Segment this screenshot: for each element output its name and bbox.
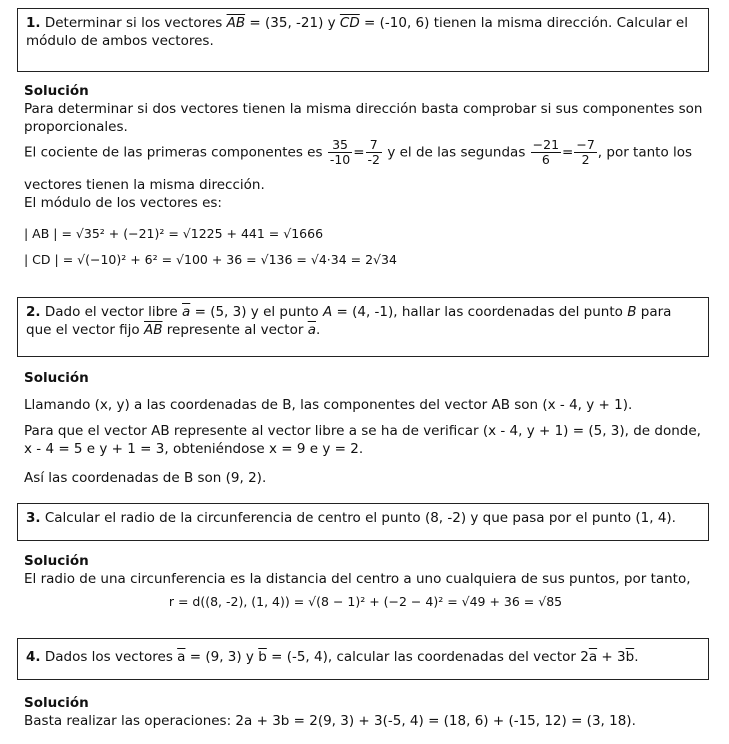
denominator: 2: [581, 151, 590, 167]
fraction: [328, 138, 352, 167]
problem-number: 4.: [26, 649, 41, 665]
solution-text: Basta realizar las operaciones: 2a + 3b = 2(9, 3) + 3(-5, 4) = (18, 6) + (-15, 12) = (3, 18).: [24, 713, 636, 729]
numerator: 35: [328, 138, 352, 153]
text: = (9, 3) y: [189, 649, 254, 665]
text: , por tanto los: [597, 144, 693, 161]
text: = (35, -21) y: [249, 15, 336, 31]
denominator: -10: [329, 151, 351, 167]
numerator: −21: [532, 137, 560, 152]
text: = (-5, 4), calcular las coordenadas del vector 2: [271, 649, 589, 665]
denominator: -2: [367, 151, 381, 167]
problem-4-box: 4. Dados los vectores $\overline{a} = (9$, 3) y $\overline{b} = (-5$, 4), calcular las coordenadas del vector $2\overline{a} + 3\overline{b}$.: [17, 638, 709, 680]
solution-text: Llamando (x, y) a las coordenadas de B, las componentes del vector AB son (x - 4, y + 1).: [24, 397, 633, 413]
text: El cociente de las primeras componentes es: [24, 144, 323, 161]
text: + 3: [601, 649, 626, 665]
problem-number: 3.: [26, 510, 41, 526]
problem-2-box: 2. Dado el vector libre $\overline{a} = (5$, 3) y el punto A = (4, -1), hallar las coordenadas del punto B para que el vector fijo $\overline{AB}$ represente al vector $\overline{a}$.: [17, 297, 709, 357]
text: y el de las segundas: [387, 144, 526, 161]
denominator: 6: [541, 151, 550, 167]
solution-text: El cociente de las primeras componentes es $\frac{35}{-10}$ = $\frac{7}{-2}$ y el de las segundas $\frac{-21}{6}$ = $\frac{-7}{2}$ , por tanto los: [24, 137, 693, 167]
fraction: [531, 138, 561, 167]
solution-text: Para que el vector AB represente al vector libre a se ha de verificar (x - 4, y + 1) = (5, 3), de donde, x - 4 = 5 e y + 1 = 3, obteniéndose x = 9 e y = 2.: [24, 423, 701, 458]
solution-title: Solución: [24, 370, 89, 386]
vector-a: $\overline{a}$: [588, 649, 598, 665]
solution-title: Solución: [24, 553, 89, 569]
formula-radius: r = d((8, -2), (1, 4)) = √(8 − 1)² + (−2 − 4)² = √49 + 36 = √85: [168, 594, 563, 609]
text: = (4, -1), hallar las coordenadas del punto: [336, 304, 623, 320]
problem-1-box: [17, 8, 709, 72]
text: = (-10, 6) tienen la misma dirección. Calcular el módulo de ambos vectores.: [26, 15, 688, 50]
text: para que el vector fijo: [26, 304, 672, 339]
point-b: B: [627, 304, 637, 320]
text: represente al vector: [166, 322, 304, 339]
text: Determinar si los vectores: [44, 15, 223, 31]
vector-ab: $\overline{AB}$: [226, 15, 246, 31]
fraction: [366, 138, 382, 167]
vector-b: $\overline{b}$: [258, 649, 267, 665]
numerator: 7: [366, 138, 382, 153]
numerator: −7: [576, 137, 595, 152]
problem-3-box: [17, 503, 709, 541]
vector-b: $\overline{b}$: [625, 649, 635, 665]
solution-text: Así las coordenadas de B son (9, 2).: [24, 470, 267, 486]
solution-text: El módulo de los vectores es:: [24, 195, 222, 211]
formula-modulus-cd: | CD | = √(−10)² + 6² = √100 + 36 = √136 = √4·34 = 2√34: [24, 252, 397, 267]
solution-text: El radio de una circunferencia es la distancia del centro a uno cualquiera de sus puntos, por tanto,: [24, 571, 691, 587]
text: Calcular el radio de la circunferencia de centro el punto (8, -2) y que pasa por el punto (1, 4).: [44, 510, 676, 526]
vector-a: $\overline{a}$: [177, 649, 186, 665]
solution-title: Solución: [24, 695, 89, 711]
text: Dado el vector libre: [44, 304, 178, 320]
vector-a: $\overline{a}$: [307, 322, 316, 339]
solution-text: vectores tienen la misma dirección.: [24, 177, 265, 193]
problem-number: 1.: [26, 15, 41, 31]
point-a: A: [322, 304, 333, 320]
text: Dados los vectores: [44, 649, 173, 665]
vector-a: $\overline{a}$: [182, 304, 191, 320]
solution-text: Para determinar si dos vectores tienen la misma dirección basta comprobar si sus componentes son proporcionales.: [24, 101, 703, 136]
fraction: [574, 138, 596, 167]
formula-modulus-ab: | AB | = √35² + (−21)² = √1225 + 441 = √1666: [24, 226, 324, 241]
problem-number: 2.: [26, 304, 41, 320]
solution-title: Solución: [24, 83, 89, 99]
text: = (5, 3) y el punto: [194, 304, 319, 320]
vector-cd: $\overline{CD}$: [339, 15, 360, 31]
vector-ab: $\overline{AB}$: [144, 322, 163, 339]
